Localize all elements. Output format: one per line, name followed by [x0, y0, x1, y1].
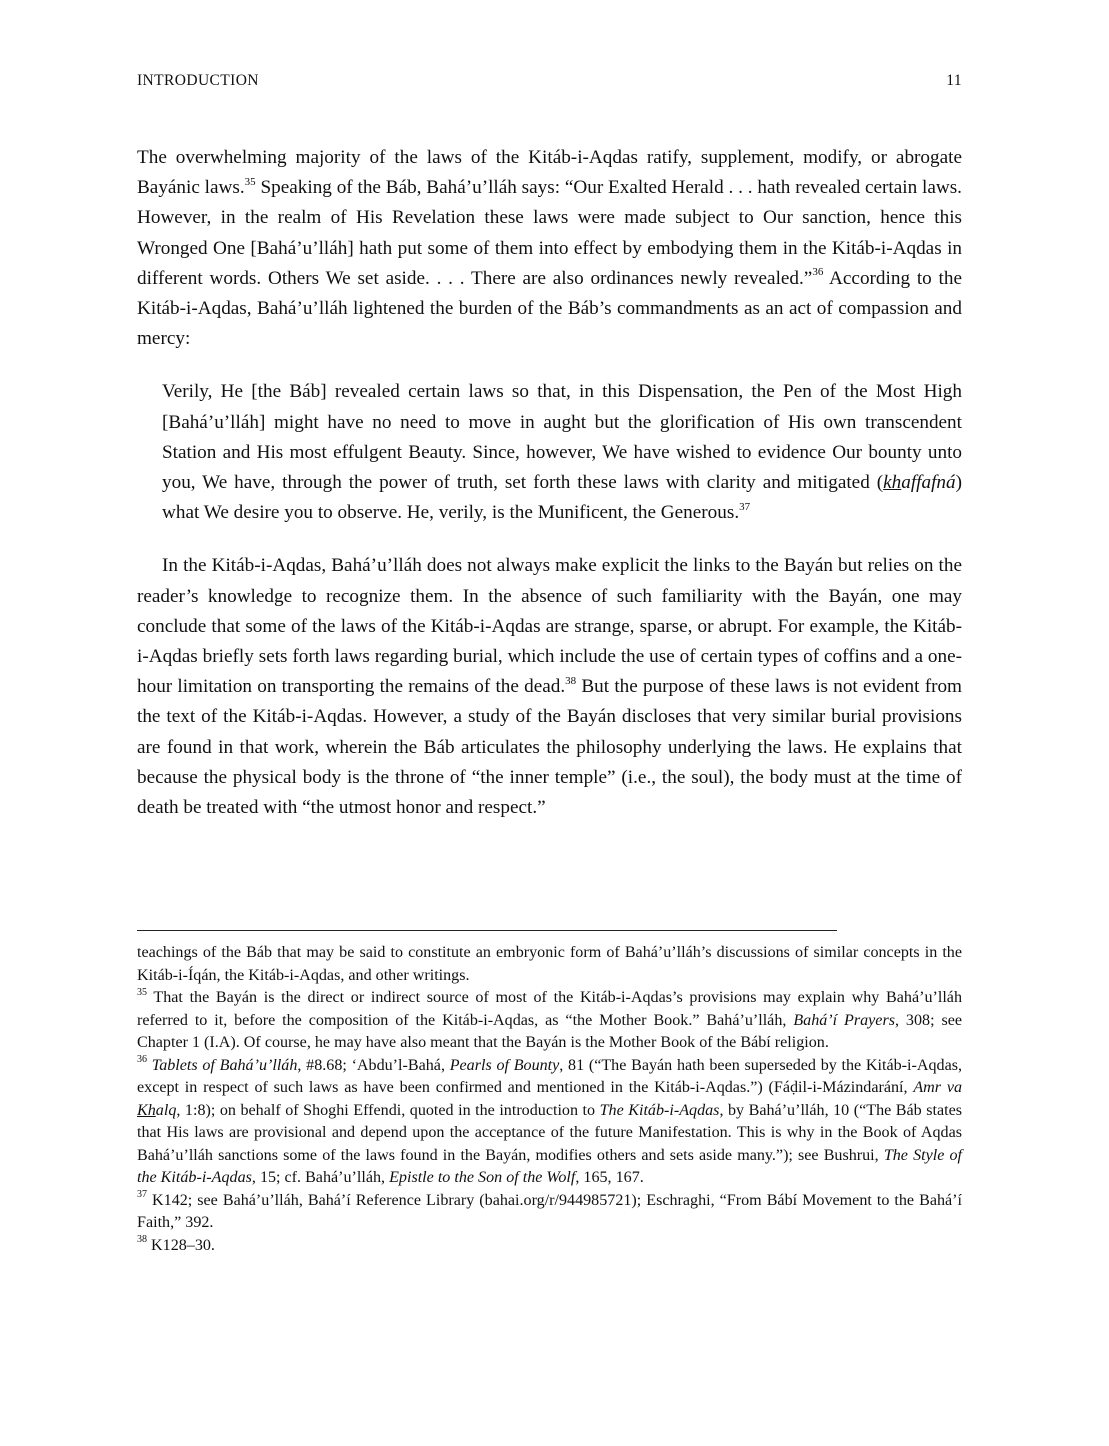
- quote-text-b: ) what We desire you to observe. He, verily, is the Munificent, the Generous.: [162, 472, 962, 524]
- paragraph-2: [137, 551, 962, 823]
- footnote-35-title: Bahá’í Prayers: [793, 1011, 895, 1029]
- footnote-36-title-6: Epistle to the Son of the Wolf: [389, 1169, 576, 1186]
- footnote-38: [137, 1235, 962, 1258]
- p1-text-c: According to the Kitáb-i-Aqdas, Bahá’u’lláh lightened the burden of the Báb’s commandments as an act of compassion and mercy:: [137, 267, 962, 350]
- footnote-36-number: 36: [137, 1054, 147, 1066]
- footnote-37-text: K142; see Bahá’u’lláh, Bahá’í Reference Library (bahai.org/r/944985721); Eschraghi, “From Bábí Movement to the Bahá’í Faith,” 392.: [137, 1191, 962, 1231]
- footnote-ref-38[interactable]: 38: [565, 674, 577, 687]
- body-text: [137, 143, 962, 823]
- footnote-36-title-5: The Style of the Kitáb-i-Aqdas: [137, 1146, 962, 1186]
- footnote-36-title-1: Tablets of Bahá’u’lláh: [151, 1056, 298, 1074]
- footnote-35-text-a: That the Bayán is the direct or indirect source of most of the Kitáb-i-Aqdas’s provisions may explain why Bahá’u’lláh referred to it, before the composition of the Kitáb-i-Aqdas, as “the Mother Book.” Bahá’u’lláh,: [137, 989, 962, 1029]
- footnote-36-text-d: , by Bahá’u’lláh, 10 (“The Báb states that His laws are provisional and depend upon the acceptance of the future Manifestation. This is why in the Book of Aqdas Bahá’u’lláh sanctions some of the laws found in the Bayán, modifies others and sets aside many.”); see Bushrui,: [137, 1101, 963, 1164]
- footnote-ref-35[interactable]: 35: [244, 175, 256, 188]
- footnote-36-text-c: , 1:8); on behalf of Shoghi Effendi, quoted in the introduction to: [176, 1101, 600, 1119]
- footnote-36-title-3-a: Amr va: [913, 1079, 963, 1096]
- block-quote: [162, 377, 962, 528]
- p1-text-b: Speaking of the Báb, Bahá’u’lláh says: “Our Exalted Herald . . . hath revealed certain laws. However, in the realm of His Revelation these laws were made subject to Our sanction, hence this Wronged One [Bahá’u’lláh] hath put some of them into effect by embodying them in the Kitáb-i-Aqdas in different words. Others We set aside. . . . There are also ordinances newly revealed.”: [137, 177, 962, 289]
- footnote-36-text-b: , 81 (“The Bayán hath been superseded by the Kitáb-i-Aqdas, except in respect of such laws as have been confirmed and mentioned in the Kitáb-i-Aqdas.”) (Fáḍil-i-Mázindarání,: [137, 1056, 963, 1096]
- quote-arabic-term-rest: affafná: [901, 472, 956, 494]
- footnote-ref-36[interactable]: 36: [812, 266, 824, 279]
- footnote-continuation: teachings of the Báb that may be said to constitute an embryonic form of Bahá’u’lláh’s discussions of similar concepts in the Kitáb-i-Íqán, the Kitáb-i-Aqdas, and other writings.: [137, 944, 962, 984]
- footnote-36: [137, 1055, 962, 1190]
- footnote-37: [137, 1190, 962, 1235]
- footnote-36-title-3-b: alq: [155, 1101, 177, 1119]
- footnote-36-text-e: , 15; cf. Bahá’u’lláh,: [251, 1169, 390, 1186]
- footnote-38-text: K128–30.: [147, 1236, 215, 1254]
- footnote-36-title-3-underlined: Kh: [137, 1101, 156, 1119]
- footnote-35-number: 35: [137, 986, 147, 998]
- p2-text-a: In the Kitáb-i-Aqdas, Bahá’u’lláh does not always make explicit the links to the Bayán but relies on the reader’s knowledge to recognize them. In the absence of such familiarity with the Bayán, one may conclude that some of the laws of the Kitáb-i-Aqdas are strange, sparse, or abrupt. For example, the Kitáb-i-Aqdas briefly sets forth laws regarding burial, which include the use of certain types of coffins and a one-hour limitation on transporting the remains of the dead.: [137, 555, 962, 698]
- footnote-separator: [137, 930, 837, 931]
- footnotes: [137, 942, 962, 1257]
- p1-text-a: The overwhelming majority of the laws of the Kitáb-i-Aqdas ratify, supplement, modify, or abrogate Bayánic laws.: [137, 147, 962, 199]
- quote-text-a: Verily, He [the Báb] revealed certain laws so that, in this Dispensation, the Pen of the Most High [Bahá’u’lláh] might have no need to move in aught but the glorification of His own transcendent Station and His most effulgent Beauty. Since, however, We have wished to evidence Our bounty unto you, We have, through the power of truth, set forth these laws with clarity and mitigated (: [162, 381, 962, 494]
- footnote-36-text-a: , #8.68; ‘Abdu’l-Bahá,: [297, 1056, 450, 1074]
- footnote-ref-37[interactable]: 37: [739, 500, 751, 513]
- footnote-36-text-f: , 165, 167.: [575, 1169, 644, 1186]
- footnote-36-title-2: Pearls of Bounty: [449, 1056, 560, 1074]
- quote-arabic-term: [883, 472, 956, 493]
- header-title: INTRODUCTION: [137, 72, 259, 89]
- footnote-38-number: 38: [137, 1234, 147, 1246]
- footnote-37-number: 37: [137, 1189, 147, 1201]
- quote-arabic-term-underlined: kh: [883, 472, 902, 494]
- footnote-36-title-4: The Kitáb-i-Aqdas: [599, 1101, 720, 1119]
- paragraph-1: [137, 143, 962, 354]
- p2-text-b: But the purpose of these laws is not evident from the text of the Kitáb-i-Aqdas. However, a study of the Bayán discloses that very similar burial provisions are found in that work, wherein the Báb articulates the philosophy underlying the laws. He explains that because the physical body is the throne of “the inner temple” (i.e., the soul), the body must at the time of death be treated with “the utmost honor and respect.”: [137, 676, 962, 819]
- page-number: 11: [946, 72, 962, 89]
- footnote-35: [137, 987, 962, 1055]
- footnote-35-text-b: , 308; see Chapter 1 (I.A). Of course, he may have also meant that the Bayán is the Mother Book of the Bábí religion.: [137, 1011, 962, 1051]
